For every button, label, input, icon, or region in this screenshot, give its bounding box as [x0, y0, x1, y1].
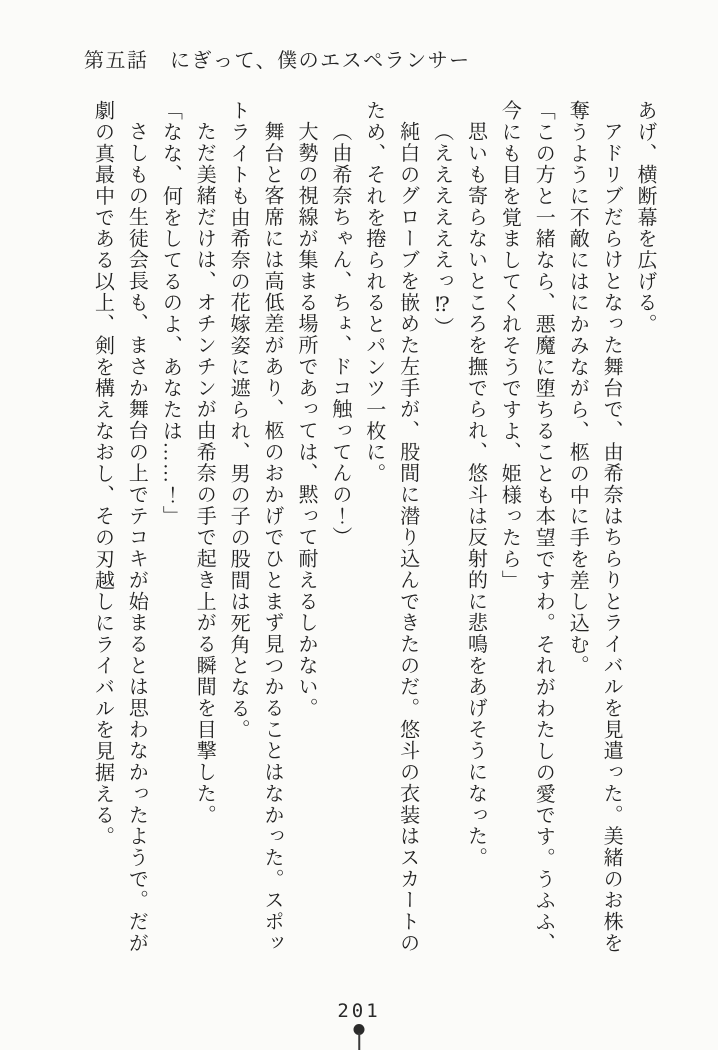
text-line: 大勢の視線が集まる場所であっては、黙って耐えるしかない。: [294, 121, 317, 720]
binding-stem-line: [358, 1033, 360, 1050]
text-line: 奪うように不敵にはにかみながら、柩の中に手を差し込む。: [566, 100, 589, 677]
text-line: トライトも由希奈の花嫁姿に遮られ、男の子の股間は死角となる。: [227, 100, 250, 741]
text-line: （由希奈ちゃん、ちょ、ドコ触ってんの！）: [328, 121, 351, 549]
body-text: [85, 100, 661, 958]
text-line: さしもの生徒会長も、まさか舞台の上でテコキが始まるとは思わなかったようで。だが: [125, 121, 148, 955]
text-line: 純白のグローブを嵌めた左手が、股間に潜り込んできたのだ。悠斗の衣装はスカートの: [396, 121, 419, 955]
text-line: アドリブだらけとなった舞台で、由希奈はちらりとライバルを見遣った。美緒のお株を: [600, 121, 623, 955]
binding-mark-icon: [0, 1024, 718, 1050]
text-line: 「この方と一緒なら、悪魔に堕ちることも本望ですわ。それがわたしの愛です。うふふ、: [532, 100, 555, 954]
text-line: 思いも寄らないところを撫でられ、悠斗は反射的に悲鳴をあげそうになった。: [464, 121, 487, 869]
chapter-title: 第五話 にぎって、僕のエスペランサー: [84, 50, 471, 72]
text-line: 「なな、何をしてるのよ、あなたは……！」: [159, 100, 182, 527]
text-line: （ええええええっ⁉）: [430, 121, 453, 339]
text-line: 劇の真最中である以上、剣を構えなおし、その刃越しにライバルを見据える。: [91, 100, 114, 848]
text-line: あげ、横断幕を広げる。: [634, 100, 656, 335]
page-footer: [0, 1000, 718, 1050]
text-line: ただ美緒だけは、オチンチンが由希奈の手で起き上がる瞬間を目撃した。: [193, 121, 216, 826]
text-line: 舞台と客席には高低差があり、柩のおかげでひとまず見つかることはなかった。スポッ: [261, 121, 284, 955]
page-number: 201: [337, 1000, 381, 1022]
text-line: ため、それを捲られるとパンツ一枚に。: [362, 100, 385, 485]
text-line: 今にも目を覚ましてくれそうですよ、姫様ったら」: [498, 100, 521, 592]
